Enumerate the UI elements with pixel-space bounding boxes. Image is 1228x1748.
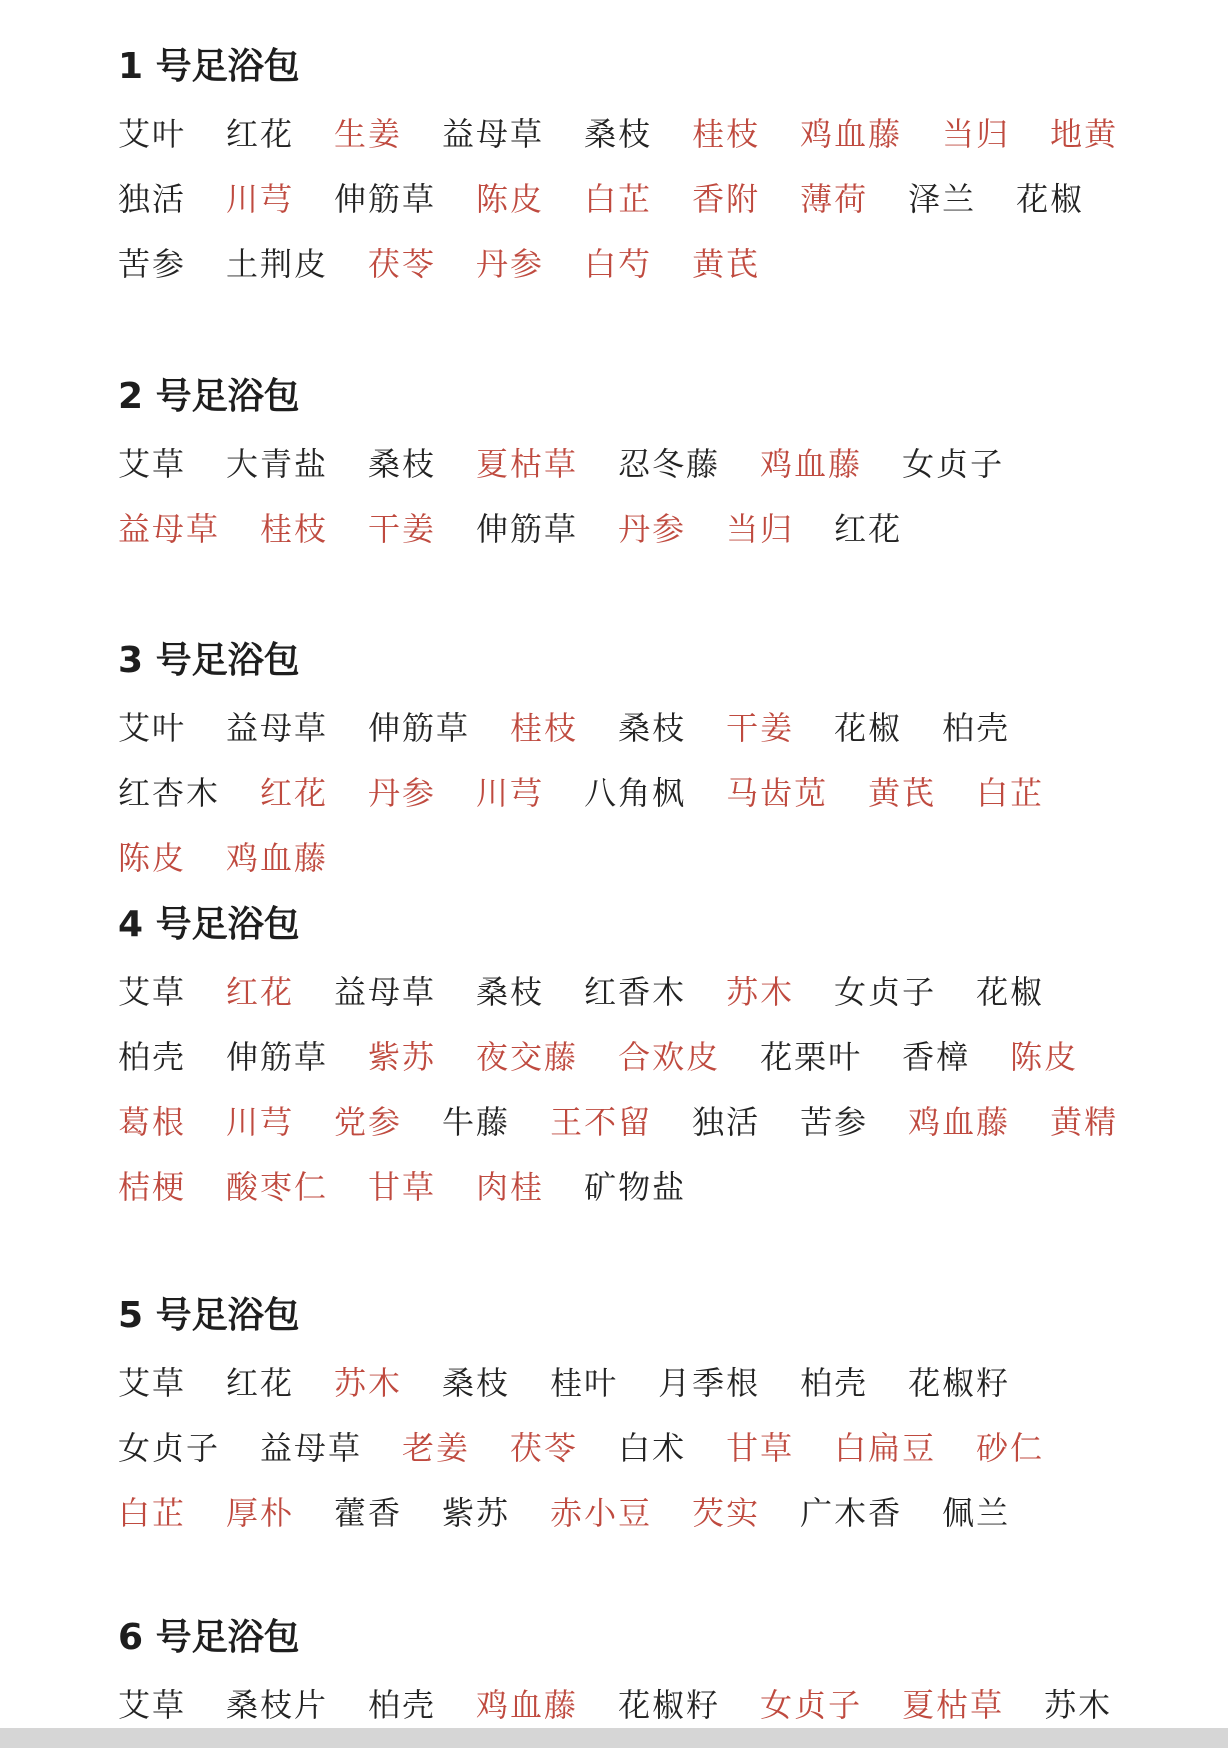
herb-item: 白术 [618, 1429, 687, 1467]
herb-item: 柏壳 [942, 709, 1011, 747]
herb-item: 茯苓 [368, 245, 437, 283]
herb-item: 芡实 [692, 1494, 761, 1532]
herb-item: 花椒 [1016, 180, 1085, 218]
section-6 [118, 1613, 1198, 1738]
herb-item: 甘草 [368, 1168, 437, 1206]
herb-item: 鸡血藤 [226, 839, 329, 877]
herb-item: 女贞子 [760, 1686, 863, 1724]
herb-item: 丹参 [368, 774, 437, 812]
herb-item: 苏木 [1044, 1686, 1113, 1724]
herb-item: 香樟 [902, 1038, 971, 1076]
herb-item: 花栗叶 [760, 1038, 863, 1076]
herb-item: 川芎 [476, 774, 545, 812]
herb-list [118, 960, 1178, 1220]
section-1 [118, 42, 1198, 297]
herb-item: 干姜 [368, 510, 437, 548]
herb-item: 红香木 [584, 973, 687, 1011]
herb-item: 红花 [260, 774, 329, 812]
herb-item: 独活 [692, 1103, 761, 1141]
section-title: 2 号足浴包 [118, 376, 300, 417]
herb-item: 葛根 [118, 1103, 187, 1141]
herb-item: 砂仁 [976, 1429, 1045, 1467]
section-5 [118, 1291, 1198, 1546]
section-title: 5 号足浴包 [118, 1295, 300, 1336]
herb-item: 益母草 [226, 709, 329, 747]
herb-item: 桑枝 [442, 1364, 511, 1402]
herb-item: 桑枝 [618, 709, 687, 747]
herb-item: 花椒籽 [618, 1686, 721, 1724]
herb-item: 老姜 [402, 1429, 471, 1467]
herb-item: 鸡血藤 [476, 1686, 579, 1724]
herb-item: 鸡血藤 [800, 115, 903, 153]
herb-item: 益母草 [442, 115, 545, 153]
herb-item: 合欢皮 [618, 1038, 721, 1076]
herb-list [118, 432, 1178, 562]
herb-item: 泽兰 [908, 180, 977, 218]
herb-item: 紫苏 [442, 1494, 511, 1532]
herb-item: 党参 [334, 1103, 403, 1141]
herb-item: 夏枯草 [476, 445, 579, 483]
herb-item: 干姜 [726, 709, 795, 747]
herb-item: 忍冬藤 [618, 445, 721, 483]
herb-item: 柏壳 [368, 1686, 437, 1724]
section-4 [118, 900, 1198, 1220]
herb-item: 女贞子 [902, 445, 1005, 483]
herb-item: 花椒 [834, 709, 903, 747]
herb-item: 桂枝 [510, 709, 579, 747]
section-2 [118, 372, 1198, 562]
herb-item: 夜交藤 [476, 1038, 579, 1076]
herb-item: 艾草 [118, 445, 187, 483]
herb-item: 艾草 [118, 1686, 187, 1724]
herb-item: 黄芪 [868, 774, 937, 812]
herb-item: 赤小豆 [550, 1494, 653, 1532]
herb-item: 女贞子 [834, 973, 937, 1011]
herb-item: 艾叶 [118, 115, 187, 153]
herb-item: 花椒籽 [908, 1364, 1011, 1402]
herb-item: 陈皮 [118, 839, 187, 877]
herb-item: 艾草 [118, 1364, 187, 1402]
herb-item: 茯苓 [510, 1429, 579, 1467]
herb-item: 川芎 [226, 1103, 295, 1141]
herb-item: 广木香 [800, 1494, 903, 1532]
herb-item: 白芍 [584, 245, 653, 283]
herb-item: 月季根 [658, 1364, 761, 1402]
herb-item: 红花 [226, 973, 295, 1011]
herb-item: 白芷 [584, 180, 653, 218]
herb-item: 香附 [692, 180, 761, 218]
herb-item: 桑枝片 [226, 1686, 329, 1724]
herb-item: 厚朴 [226, 1494, 295, 1532]
section-title: 3 号足浴包 [118, 640, 300, 681]
herb-item: 大青盐 [226, 445, 329, 483]
herb-item: 丹参 [476, 245, 545, 283]
herb-item: 红花 [226, 1364, 295, 1402]
herb-item: 肉桂 [476, 1168, 545, 1206]
herb-item: 苦参 [118, 245, 187, 283]
section-title: 1 号足浴包 [118, 46, 300, 87]
herb-item: 益母草 [118, 510, 221, 548]
herb-item: 丹参 [618, 510, 687, 548]
herb-item: 苦参 [800, 1103, 869, 1141]
section-3 [118, 636, 1198, 891]
herb-item: 黄精 [1050, 1103, 1119, 1141]
herb-item: 益母草 [260, 1429, 363, 1467]
herb-item: 柏壳 [118, 1038, 187, 1076]
herb-item: 苏木 [334, 1364, 403, 1402]
herb-item: 花椒 [976, 973, 1045, 1011]
herb-item: 柏壳 [800, 1364, 869, 1402]
herb-item: 独活 [118, 180, 187, 218]
herb-item: 川芎 [226, 180, 295, 218]
herb-item: 马齿苋 [726, 774, 829, 812]
herb-item: 当归 [726, 510, 795, 548]
bottom-scroll-bar [0, 1728, 1228, 1748]
herb-item: 甘草 [726, 1429, 795, 1467]
herb-item: 艾草 [118, 973, 187, 1011]
herb-item: 伸筋草 [226, 1038, 329, 1076]
herb-item: 八角枫 [584, 774, 687, 812]
herb-item: 王不留 [550, 1103, 653, 1141]
herb-item: 红杏木 [118, 774, 221, 812]
herb-item: 红花 [834, 510, 903, 548]
herb-item: 薄荷 [800, 180, 869, 218]
herb-item: 伸筋草 [368, 709, 471, 747]
herb-item: 黄芪 [692, 245, 761, 283]
herb-item: 桔梗 [118, 1168, 187, 1206]
herb-item: 伸筋草 [476, 510, 579, 548]
herb-item: 生姜 [334, 115, 403, 153]
herb-list [118, 1351, 1178, 1546]
herb-item: 桂枝 [692, 115, 761, 153]
herb-item: 伸筋草 [334, 180, 437, 218]
herb-item: 艾叶 [118, 709, 187, 747]
herb-item: 鸡血藤 [908, 1103, 1011, 1141]
herb-item: 夏枯草 [902, 1686, 1005, 1724]
herb-item: 益母草 [334, 973, 437, 1011]
herb-item: 白芷 [118, 1494, 187, 1532]
herb-item: 女贞子 [118, 1429, 221, 1467]
herb-item: 藿香 [334, 1494, 403, 1532]
herb-item: 地黄 [1050, 115, 1119, 153]
herb-item: 鸡血藤 [760, 445, 863, 483]
herb-item: 紫苏 [368, 1038, 437, 1076]
herb-list [118, 696, 1178, 891]
herb-item: 桑枝 [476, 973, 545, 1011]
herb-item: 桑枝 [584, 115, 653, 153]
herb-item: 酸枣仁 [226, 1168, 329, 1206]
herb-item: 陈皮 [476, 180, 545, 218]
herb-list [118, 102, 1178, 297]
herb-item: 当归 [942, 115, 1011, 153]
herb-item: 白扁豆 [834, 1429, 937, 1467]
herb-item: 桂枝 [260, 510, 329, 548]
herb-item: 矿物盐 [584, 1168, 687, 1206]
herb-item: 白芷 [976, 774, 1045, 812]
herb-item: 土荆皮 [226, 245, 329, 283]
herb-item: 桂叶 [550, 1364, 619, 1402]
section-title: 4 号足浴包 [118, 904, 300, 945]
herb-item: 佩兰 [942, 1494, 1011, 1532]
section-title: 6 号足浴包 [118, 1617, 300, 1658]
herb-item: 陈皮 [1010, 1038, 1079, 1076]
herb-item: 牛藤 [442, 1103, 511, 1141]
herb-item: 苏木 [726, 973, 795, 1011]
herb-item: 桑枝 [368, 445, 437, 483]
herb-item: 红花 [226, 115, 295, 153]
